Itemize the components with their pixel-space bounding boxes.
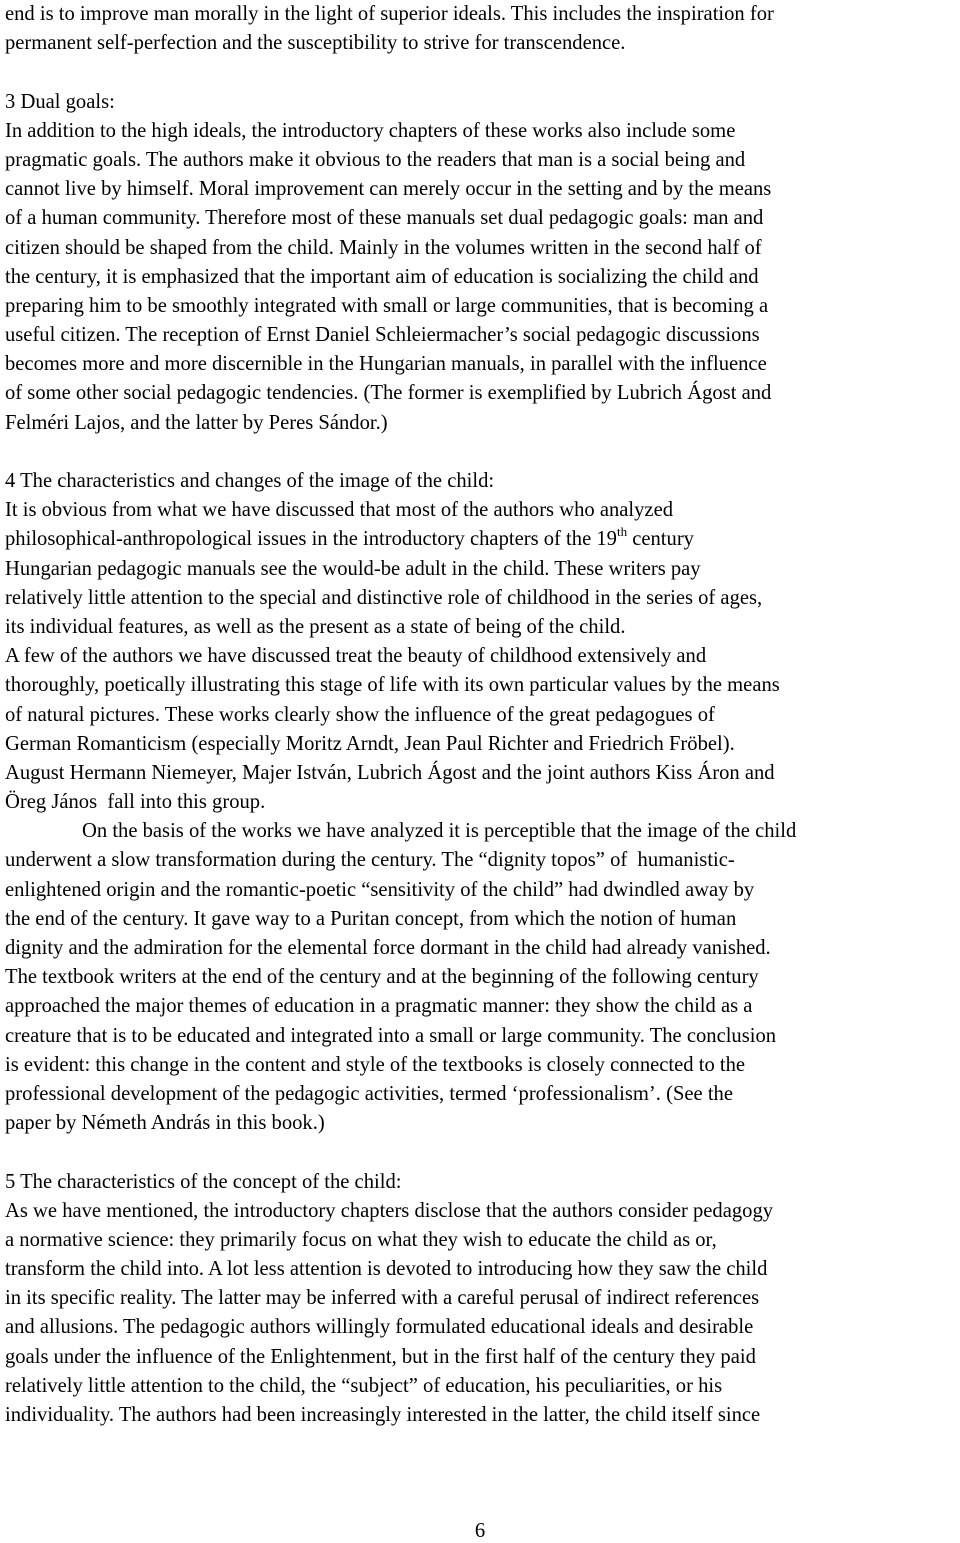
text-line: goals under the influence of the Enlightenment, but in the first half of the century they paid bbox=[5, 1345, 756, 1368]
text-line: underwent a slow transformation during the century. The “dignity topos” of humanistic- bbox=[5, 849, 735, 872]
text-line: useful citizen. The reception of Ernst Daniel Schleiermacher’s social pedagogic discussions bbox=[5, 324, 760, 347]
text-line-indented: On the basis of the works we have analyzed it is perceptible that the image of the child bbox=[82, 820, 797, 843]
text-line: becomes more and more discernible in the Hungarian manuals, in parallel with the influence bbox=[5, 353, 767, 376]
text-line: the end of the century. It gave way to a Puritan concept, from which the notion of human bbox=[5, 907, 737, 930]
text-line: paper by Németh András in this book.) bbox=[5, 1112, 325, 1135]
text-line: end is to improve man morally in the light of superior ideals. This includes the inspiration for bbox=[5, 3, 774, 25]
text-line: A few of the authors we have discussed treat the beauty of childhood extensively and bbox=[5, 645, 707, 668]
text-line: relatively little attention to the special and distinctive role of childhood in the series of ages, bbox=[5, 586, 763, 609]
document-page bbox=[5, 0, 960, 1430]
text-line: 4 The characteristics and changes of the image of the child: bbox=[5, 470, 495, 492]
text-line: It is obvious from what we have discussed that most of the authors who analyzed bbox=[5, 499, 674, 522]
text-line: German Romanticism (especially Moritz Arndt, Jean Paul Richter and Friedrich Fröbel). bbox=[5, 732, 735, 755]
text-line bbox=[5, 525, 960, 554]
text-line: a normative science: they primarily focus on what they wish to educate the child as or, bbox=[5, 1228, 717, 1251]
blank-line bbox=[5, 438, 960, 467]
text-line: of some other social pedagogic tendencies. (The former is exemplified by Lubrich Ágost and bbox=[5, 382, 772, 405]
text-line: professional development of the pedagogic activities, termed ‘professionalism’. (See the bbox=[5, 1082, 733, 1105]
blank-line bbox=[5, 1138, 960, 1167]
text-line: pragmatic goals. The authors make it obvious to the readers that man is a social being and bbox=[5, 148, 746, 171]
text-line: The textbook writers at the end of the century and at the beginning of the following century bbox=[5, 966, 759, 989]
text-line: As we have mentioned, the introductory chapters disclose that the authors consider pedagogy bbox=[5, 1199, 774, 1222]
page-number: 6 bbox=[474, 1520, 486, 1542]
text-line: thoroughly, poetically illustrating this stage of life with its own particular values by the means bbox=[5, 674, 780, 697]
text-line: approached the major themes of education in a pragmatic manner: they show the child as a bbox=[5, 995, 753, 1018]
text-line: Hungarian pedagogic manuals see the would-be adult in the child. These writers pay bbox=[5, 557, 701, 580]
text-line: creature that is to be educated and integrated into a small or large community. The conclusion bbox=[5, 1024, 777, 1047]
text-segment: philosophical-anthropological issues in the introductory chapters of the 19 bbox=[5, 528, 617, 551]
text-line: 5 The characteristics of the concept of the child: bbox=[5, 1170, 402, 1193]
superscript: th bbox=[616, 523, 628, 539]
text-line: Öreg János fall into this group. bbox=[5, 791, 266, 814]
text-line: permanent self-perfection and the susceptibility to strive for transcendence. bbox=[5, 32, 626, 55]
text-line: in its specific reality. The latter may be inferred with a careful perusal of indirect references bbox=[5, 1287, 760, 1310]
blank-line bbox=[5, 58, 960, 87]
text-line: Felméri Lajos, and the latter by Peres Sándor.) bbox=[5, 411, 388, 434]
text-line: relatively little attention to the child, the “subject” of education, his peculiarities, or his bbox=[5, 1374, 723, 1397]
text-line: citizen should be shaped from the child. Mainly in the volumes written in the second half of bbox=[5, 236, 762, 259]
text-line: enlightened origin and the romantic-poetic “sensitivity of the child” had dwindled away by bbox=[5, 878, 755, 901]
text-line: and allusions. The pedagogic authors willingly formulated educational ideals and desirable bbox=[5, 1316, 754, 1339]
text-line: of natural pictures. These works clearly show the influence of the great pedagogues of bbox=[5, 703, 715, 726]
text-line: transform the child into. A lot less attention is devoted to introducing how they saw the child bbox=[5, 1258, 768, 1281]
text-line: dignity and the admiration for the elemental force dormant in the child had already vanished. bbox=[5, 937, 771, 959]
text-line: is evident: this change in the content and style of the textbooks is closely connected to the bbox=[5, 1053, 746, 1076]
text-line: individuality. The authors had been increasingly interested in the latter, the child itself since bbox=[5, 1404, 761, 1426]
text-line: its individual features, as well as the present as a state of being of the child. bbox=[5, 615, 626, 638]
text-line: of a human community. Therefore most of these manuals set dual pedagogic goals: man and bbox=[5, 207, 764, 230]
text-line: In addition to the high ideals, the introductory chapters of these works also include some bbox=[5, 119, 736, 142]
text-line: August Hermann Niemeyer, Majer István, Lubrich Ágost and the joint authors Kiss Áron and bbox=[5, 761, 775, 784]
text-line: cannot live by himself. Moral improvement can merely occur in the setting and by the means bbox=[5, 178, 772, 201]
text-line: preparing him to be smoothly integrated with small or large communities, that is becoming a bbox=[5, 294, 769, 317]
text-segment: century bbox=[627, 528, 694, 551]
text-line: 3 Dual goals: bbox=[5, 90, 115, 113]
text-line: the century, it is emphasized that the important aim of education is socializing the child and bbox=[5, 265, 759, 288]
